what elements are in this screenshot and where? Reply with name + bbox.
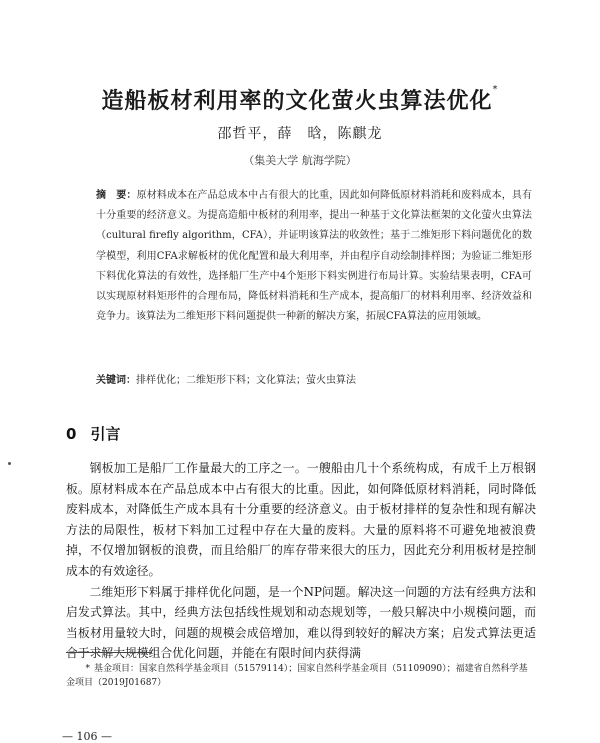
paragraph: 钢板加工是船厂工作量最大的工序之一。一艘船由几十个系统构成，有成千上万根钢板。原材料成本在产品总成本中占有很大的比重。因此，如何降低原材料消耗，同时降低废料成本，对降低生产成本具有十分重要的经济意义。由于板材排样的复杂性和现有解决方法的局限性，板材下料加工过程中存在大量的废料。大量的原料将不可避免地被浪费掉，不仅增加钢板的浪费，而且给船厂的库存带来很大的压力，因此充分利用板材是控制成本的有效途径。 [66, 461, 536, 578]
footnote-mark: * [85, 664, 90, 674]
section-title: 引言 [90, 425, 121, 443]
section-number: 0 [66, 425, 77, 443]
scan-speck [8, 462, 11, 465]
keywords-text: 排样优化；二维矩形下料；文化算法；萤火虫算法 [136, 375, 356, 386]
body-text [66, 458, 536, 664]
title-text: 造船板材利用率的文化萤火虫算法优化 [101, 89, 493, 114]
section-heading [66, 423, 120, 444]
paragraph: 二维矩形下料属于排样优化问题，是一个NP问题。解决这一问题的方法有经典方法和启发式算法。其中，经典方法包括线性规划和动态规划等，一般只解决中小规模问题，而当板材用量较大时，问题的规模会成倍增加，难以得到较好的解决方案；启发式算法更适合于求解大规模组合优化问题，并能在有限时间内获得满 [66, 584, 536, 661]
footnote [66, 662, 536, 690]
keywords-label: 关键词： [96, 375, 136, 386]
footnote-text: 基金项目：国家自然科学基金项目（51579114）；国家自然科学基金项目（51109090）；福建省自然科学基金项目（2019J01687） [66, 664, 528, 688]
footnote-divider [66, 652, 152, 653]
abstract-label: 摘 要： [96, 190, 137, 201]
abstract-text: 原材料成本在产品总成本中占有很大的比重，因此如何降低原材料消耗和废料成本，具有十分重要的经济意义。为提高造船中板材的利用率，提出一种基于文化算法框架的文化萤火虫算法（cultural firefly algorithm，CFA），并证明该算法的收敛性；基于二维矩形下料问题优化的数学模型，利用CFA求解板材的优化配置和最大利用率，并由程序自动绘制排样图；为验证二维矩形下料优化算法的有效性，选择船厂生产中4个矩形下料实例进行布局计算。实验结果表明，CFA可以实现原材料矩形件的合理布局，降低材料消耗和生产成本，提高船厂的材料利用率、经济效益和竞争力。该算法为二维矩形下料问题提供一种新的解决方案，拓展CFA算法的应用领域。 [96, 190, 533, 323]
abstract [96, 186, 532, 327]
keywords [96, 372, 532, 390]
affiliation: （集美大学 航海学院） [243, 154, 357, 167]
author-list: 邵哲平，薛 晗，陈麒龙 [217, 126, 383, 142]
paper-title [0, 84, 600, 115]
page-number: — 106 — [62, 730, 112, 743]
title-footnote-mark: * [492, 84, 499, 95]
